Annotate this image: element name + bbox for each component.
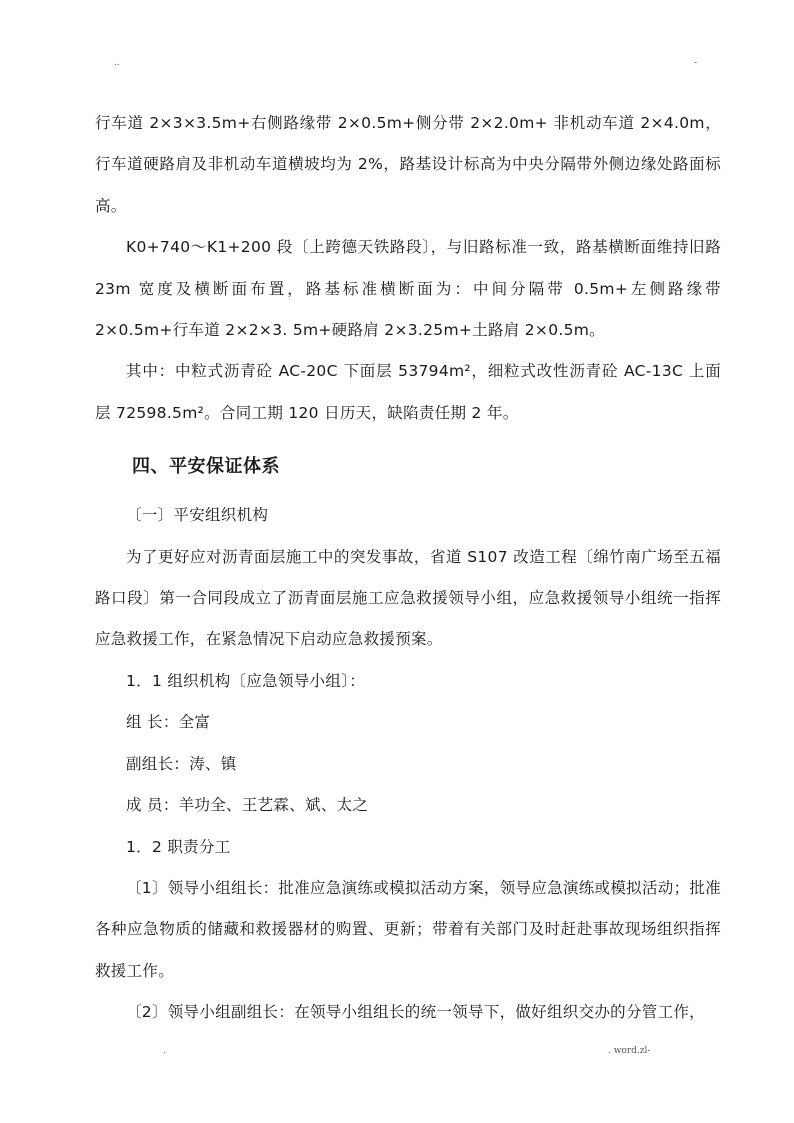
paragraph-railway-section: K0+740～K1+200 段〔上跨德天铁路段〕，与旧路标准一致，路基横断面维持旧路 23m 宽度及横断面布置，路基标准横断面为：中间分隔带 0.5m+左侧路缘带 2×0.5m+行车道 2×2×3. 5m+硬路肩 2×3.25m+土路肩 2×0.5m。: [95, 238, 721, 340]
footer-left-mark: .: [163, 1046, 166, 1056]
group-deputy: 副组长：涛、镇: [126, 754, 237, 773]
section-heading: 四、平安保证体系: [132, 456, 280, 478]
group-members: 成 员：羊功全、王艺霖、斌、太之: [126, 796, 369, 815]
item-organization: 1．1 组织机构〔应急领导小组〕：: [126, 671, 366, 690]
header-right-mark: -: [694, 58, 698, 68]
duty-deputy: 〔2〕领导小组副组长：在领导小组组长的统一领导下，做好组织交办的分管工作，: [126, 1003, 705, 1022]
footer-right-mark: . word.zl-: [608, 1046, 651, 1056]
subsection-title: 〔一〕平安组织机构: [126, 506, 269, 525]
group-leader: 组 长：全富: [126, 713, 211, 732]
paragraph-emergency-group: 为了更好应对沥青面层施工中的突发事故，省道 S107 改造工程〔绵竹南广场至五福路口段〕第一合同段成立了沥青面层施工应急救援领导小组，应急救援领导小组统一指挥应急救援工作，在紧急情况下启动应急救援预案。: [95, 547, 721, 649]
header-left-mark: ..: [114, 58, 120, 68]
item-duties: 1．2 职责分工: [126, 837, 231, 856]
document-body: [95, 103, 721, 1034]
paragraph-asphalt-quantities: 其中：中粒式沥青砼 AC-20C 下面层 53794m²，细粒式改性沥青砼 AC-13C 上面层 72598.5m²。合同工期 120 日历天，缺陷责任期 2 年。: [95, 362, 721, 422]
paragraph-road-cross-section: 行车道 2×3×3.5m+右侧路缘带 2×0.5m+侧分带 2×2.0m+ 非机动车道 2×4.0m，行车道硬路肩及非机动车道横坡均为 2%，路基设计标高为中央分隔带外侧边缘处路面标高。: [95, 114, 721, 215]
duty-leader: 〔1〕领导小组组长：批准应急演练或模拟活动方案，领导应急演练或模拟活动；批准各种应急物质的储藏和救援器材的购置、更新；带着有关部门及时赶赴事故现场组织指挥救援工作。: [95, 878, 721, 980]
